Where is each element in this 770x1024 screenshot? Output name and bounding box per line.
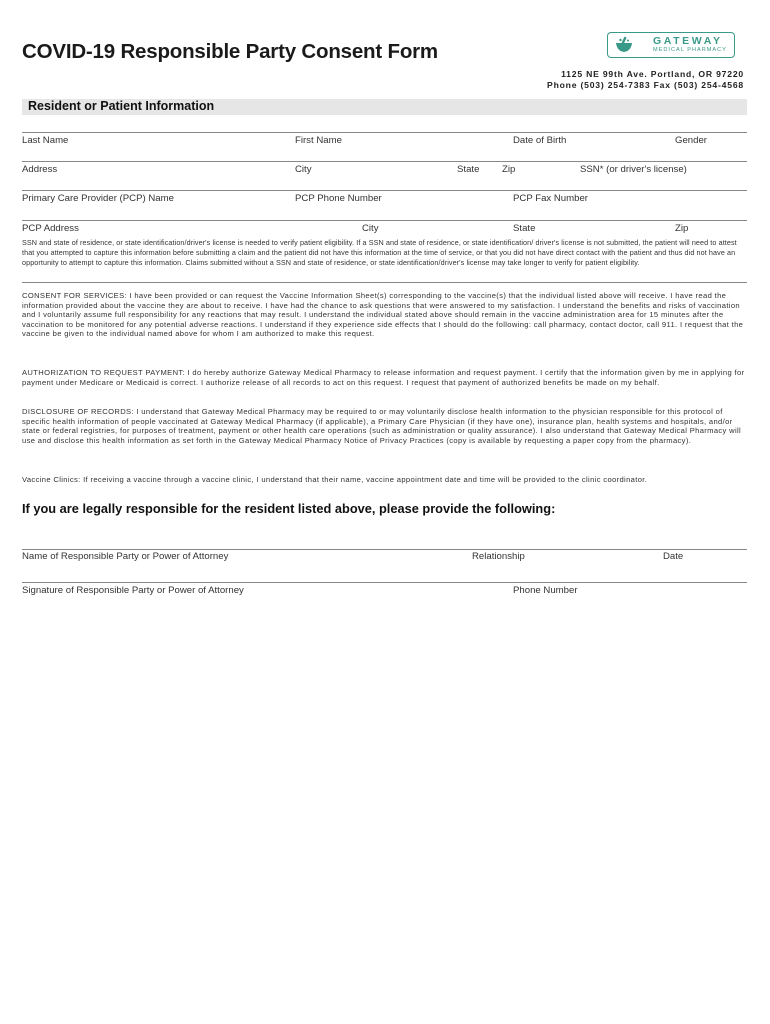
pcp-address-label: PCP Address: [22, 223, 79, 234]
mortar-pestle-icon: [614, 36, 634, 54]
state-label: State: [457, 164, 480, 175]
pharmacy-address: 1125 NE 99th Ave. Portland, OR 97220: [561, 69, 744, 79]
page-title: COVID-19 Responsible Party Consent Form: [22, 40, 438, 63]
field-divider: [22, 220, 747, 221]
clinics-paragraph: Vaccine Clinics: If receiving a vaccine through a vaccine clinic, I understand that their name, vaccine appointment date and time will be provided to the clinic coordinator.: [22, 475, 648, 484]
signature-line: [22, 582, 747, 583]
signature-line: [22, 549, 747, 550]
resident-section-title: Resident or Patient Information: [28, 99, 215, 113]
last-name-label: Last Name: [22, 135, 69, 146]
pcp-name-label: Primary Care Provider (PCP) Name: [22, 193, 174, 204]
ssn-label: SSN* (or driver's license): [580, 164, 687, 175]
signature-label: Signature of Responsible Party or Power of Attorney: [22, 585, 244, 596]
pcp-fax-label: PCP Fax Number: [513, 193, 588, 204]
pharmacy-logo: [607, 32, 735, 58]
authorization-paragraph: AUTHORIZATION TO REQUEST PAYMENT: I do hereby authorize Gateway Medical Pharmacy to release information and request payment. I certify that the information given by me in applying for payment under Medicare or Medicaid is correct. I authorize release of all records to act on this request. I request that payment of authorized benefits be made on my behalf.: [22, 368, 745, 387]
city-label: City: [295, 164, 312, 175]
pcp-phone-label: PCP Phone Number: [295, 193, 382, 204]
field-divider: [22, 161, 747, 162]
dob-label: Date of Birth: [513, 135, 567, 146]
rp-name-label: Name of Responsible Party or Power of Attorney: [22, 551, 229, 562]
disclosure-paragraph: DISCLOSURE OF RECORDS: I understand that Gateway Medical Pharmacy may be required to or may voluntarily disclose health information to the physician responsible for this protocol of specific health information of people vaccinated at Gateway Medical Pharmacy (if applicable), a Primary Care Physician (if they have one), insurance plan, health systems and hospitals, and/or state or federal registries, for purposes of treatment, payment or other health care operations (such as administration or quality assurance). I also understand that Gateway Medical Pharmacy will use and disclose this health information as set forth in the Gateway Medical Pharmacy Notice of Privacy Practices (copy is available by requesting a paper copy from the pharmacy).: [22, 407, 742, 445]
pcp-city-label: City: [362, 223, 379, 234]
first-name-label: First Name: [295, 135, 342, 146]
address-label: Address: [22, 164, 58, 175]
ssn-note: SSN and state of residence, or state identification/driver's license is needed to verify patient eligibility. If a SSN and state of residence, or state identification/ driver's license is not submitted, the patient will need to attest that you attempted to capture this information before submitting a claim and the patient did not have this information at the time of service, or that you did not have direct contact with the patient and thus did not have an opportunity to attempt to capture this information. Claims submitted without a SSN and state of residence, or state identification/driver's license may take longer to verify for patient eligibility.: [22, 238, 737, 267]
gender-label: Gender: [675, 135, 707, 146]
logo-name: GATEWAY: [653, 35, 723, 47]
pcp-state-label: State: [513, 223, 536, 234]
field-divider: [22, 132, 747, 133]
consent-paragraph: CONSENT FOR SERVICES: I have been provided or can request the Vaccine Information Sheet(s) corresponding to the vaccine(s) that the individual listed above will receive. I have read the information provided about the vaccine they are about to receive. I have had the chance to ask questions that were answered to my satisfaction. I understand the benefits and risks of vaccination and I voluntarily assume full responsibility for any reactions that may result. I understand the individual stated above should remain in the vaccine administration area for 15 minutes after the vaccination to be monitored for any potential adverse reactions. I understand if they experience side effects that I should do the following: call pharmacy, contact doctor, call 911. I request that the vaccine be given to the individual named above for whom I am authorized to make this request.: [22, 291, 744, 339]
logo-subtitle: MEDICAL PHARMACY: [653, 47, 727, 53]
responsible-party-heading: If you are legally responsible for the resident listed above, please provide the following:: [22, 501, 556, 516]
date-label: Date: [663, 551, 684, 562]
pharmacy-phone: Phone (503) 254-7383 Fax (503) 254-4568: [547, 80, 744, 90]
relationship-label: Relationship: [472, 551, 525, 562]
zip-label: Zip: [502, 164, 516, 175]
section-divider: [22, 282, 747, 283]
pcp-zip-label: Zip: [675, 223, 689, 234]
phone-number-label: Phone Number: [513, 585, 578, 596]
field-divider: [22, 190, 747, 191]
